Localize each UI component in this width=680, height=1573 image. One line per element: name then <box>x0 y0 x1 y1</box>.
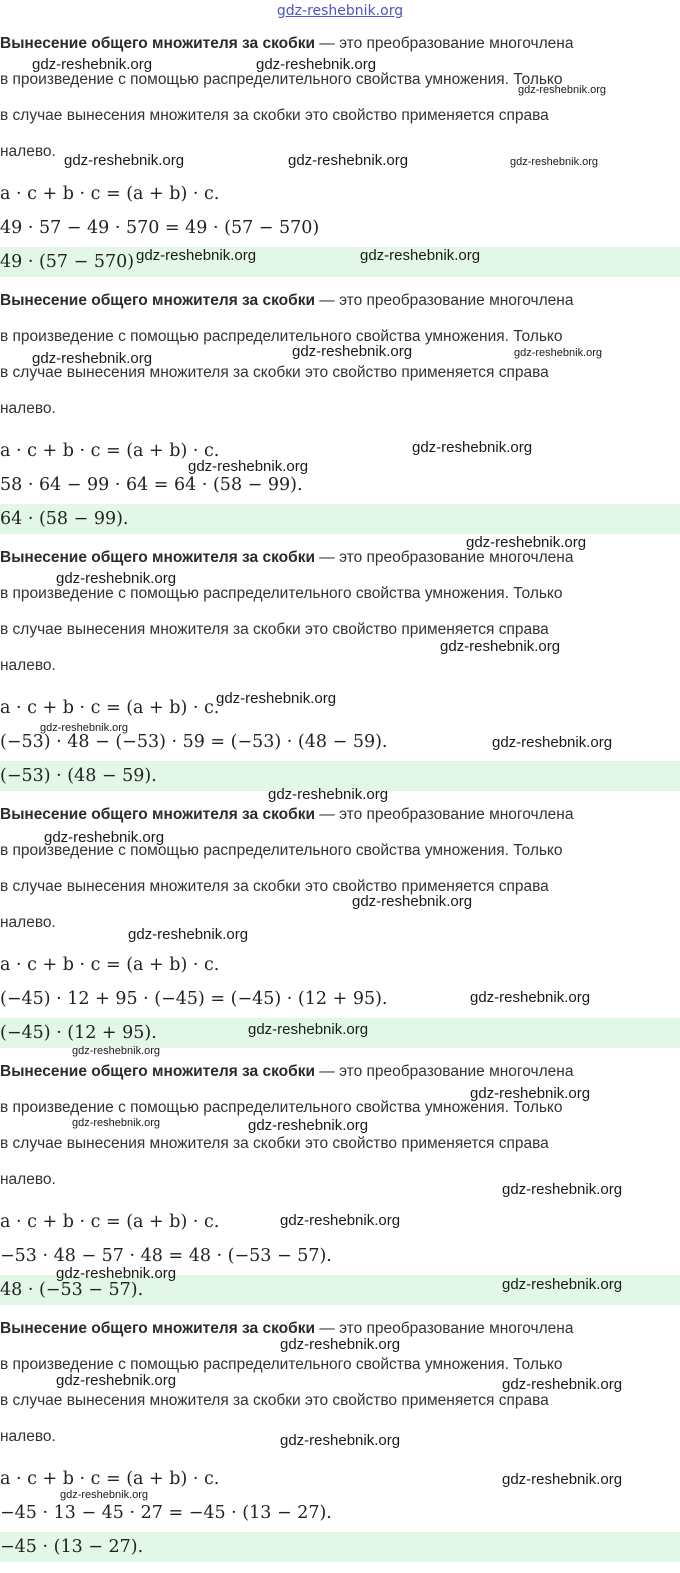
definition-text: — это преобразование многочлена <box>314 35 574 52</box>
watermark: gdz-reshebnik.org <box>280 1212 401 1229</box>
definition-term: Вынесение общего множителя за скобки <box>0 1063 315 1080</box>
definition-term: Вынесение общего множителя за скобки <box>0 35 315 52</box>
exercise-expression: (−45) · 12 + 95 · (−45) = (−45) · (12 + 95). <box>0 989 388 1009</box>
watermark: gdz-reshebnik.org <box>136 247 257 264</box>
exercise-expression: −53 · 48 − 57 · 48 = 48 · (−53 − 57). <box>0 1246 332 1266</box>
definition-line-4: налево. <box>0 1171 56 1188</box>
watermark: gdz-reshebnik.org <box>256 56 377 73</box>
watermark: gdz-reshebnik.org <box>502 1471 623 1488</box>
watermark: gdz-reshebnik.org <box>412 439 533 456</box>
watermark: gdz-reshebnik.org <box>56 1265 177 1282</box>
watermark: gdz-reshebnik.org <box>492 734 613 751</box>
watermark: gdz-reshebnik.org <box>352 893 473 910</box>
exercise-answer: −45 · (13 − 27). <box>0 1532 680 1562</box>
definition-text: — это преобразование многочлена <box>314 806 574 823</box>
definition-term: Вынесение общего множителя за скобки <box>0 806 315 823</box>
watermark: gdz-reshebnik.org <box>188 458 309 475</box>
site-header-link[interactable]: gdz-reshebnik.org <box>276 3 404 19</box>
exercise-answer: 49 · (57 − 570) <box>0 247 680 277</box>
watermark: gdz-reshebnik.org <box>440 638 561 655</box>
watermark: gdz-reshebnik.org <box>64 152 185 169</box>
watermark: gdz-reshebnik.org <box>216 690 337 707</box>
definition-line-3: в случае вынесения множителя за скобки это свойство применяется справа <box>0 878 549 895</box>
watermark: gdz-reshebnik.org <box>280 1336 401 1353</box>
watermark: gdz-reshebnik.org <box>72 1117 161 1129</box>
definition-text: — это преобразование многочлена <box>314 549 574 566</box>
watermark: gdz-reshebnik.org <box>292 343 413 360</box>
definition-text: — это преобразование многочлена <box>314 292 574 309</box>
exercise-answer: (−45) · (12 + 95). <box>0 1018 680 1048</box>
definition-line-4: налево. <box>0 400 56 417</box>
definition-line-2: в произведение с помощью распределительного свойства умножения. Только <box>0 585 563 602</box>
definition-line-1 <box>0 1062 680 1082</box>
definition-line-3: в случае вынесения множителя за скобки это свойство применяется справа <box>0 1135 549 1152</box>
definition-text: — это преобразование многочлена <box>314 1063 574 1080</box>
watermark: gdz-reshebnik.org <box>128 926 249 943</box>
watermark: gdz-reshebnik.org <box>60 1489 149 1501</box>
definition-term: Вынесение общего множителя за скобки <box>0 292 315 309</box>
general-formula: a · c + b · c = (a + b) · c. <box>0 955 220 975</box>
watermark: gdz-reshebnik.org <box>280 1432 401 1449</box>
watermark: gdz-reshebnik.org <box>510 156 599 168</box>
definition-line-2: в произведение с помощью распределительного свойства умножения. Только <box>0 1356 563 1373</box>
definition-line-4: налево. <box>0 657 56 674</box>
exercise-expression: −45 · 13 − 45 · 27 = −45 · (13 − 27). <box>0 1503 332 1523</box>
definition-line-2: в произведение с помощью распределительного свойства умножения. Только <box>0 328 563 345</box>
exercise-answer: 64 · (58 − 99). <box>0 504 680 534</box>
watermark: gdz-reshebnik.org <box>268 786 389 803</box>
definition-line-1 <box>0 34 680 54</box>
definition-line-2: в произведение с помощью распределительного свойства умножения. Только <box>0 1099 563 1116</box>
watermark: gdz-reshebnik.org <box>502 1376 623 1393</box>
definition-line-3: в случае вынесения множителя за скобки это свойство применяется справа <box>0 1392 549 1409</box>
definition-line-1 <box>0 291 680 311</box>
exercise-answer: (−53) · (48 − 59). <box>0 761 680 791</box>
exercise-expression: (−53) · 48 − (−53) · 59 = (−53) · (48 − 59). <box>0 732 388 752</box>
general-formula: a · c + b · c = (a + b) · c. <box>0 1212 220 1232</box>
exercise-expression: 58 · 64 − 99 · 64 = 64 · (58 − 99). <box>0 475 303 495</box>
definition-text: — это преобразование многочлена <box>314 1320 574 1337</box>
watermark: gdz-reshebnik.org <box>44 829 165 846</box>
watermark: gdz-reshebnik.org <box>470 989 591 1006</box>
general-formula: a · c + b · c = (a + b) · c. <box>0 184 220 204</box>
watermark: gdz-reshebnik.org <box>72 1045 161 1057</box>
definition-line-3: в случае вынесения множителя за скобки это свойство применяется справа <box>0 621 549 638</box>
definition-line-4: налево. <box>0 143 56 160</box>
definition-line-4: налево. <box>0 914 56 931</box>
watermark: gdz-reshebnik.org <box>502 1181 623 1198</box>
watermark: gdz-reshebnik.org <box>40 722 129 734</box>
watermark: gdz-reshebnik.org <box>466 534 587 551</box>
general-formula: a · c + b · c = (a + b) · c. <box>0 1469 220 1489</box>
watermark: gdz-reshebnik.org <box>248 1117 369 1134</box>
definition-line-2: в произведение с помощью распределительного свойства умножения. Только <box>0 842 563 859</box>
general-formula: a · c + b · c = (a + b) · c. <box>0 698 220 718</box>
watermark: gdz-reshebnik.org <box>502 1276 623 1293</box>
watermark: gdz-reshebnik.org <box>32 350 153 367</box>
exercise-answer: 48 · (−53 − 57). <box>0 1275 680 1305</box>
watermark: gdz-reshebnik.org <box>56 1372 177 1389</box>
watermark: gdz-reshebnik.org <box>514 347 603 359</box>
watermark: gdz-reshebnik.org <box>32 56 153 73</box>
definition-line-2: в произведение с помощью распределительного свойства умножения. Только <box>0 71 563 88</box>
watermark: gdz-reshebnik.org <box>248 1021 369 1038</box>
definition-line-3: в случае вынесения множителя за скобки это свойство применяется справа <box>0 107 549 124</box>
definition-line-4: налево. <box>0 1428 56 1445</box>
watermark: gdz-reshebnik.org <box>56 570 177 587</box>
definition-line-3: в случае вынесения множителя за скобки это свойство применяется справа <box>0 364 549 381</box>
watermark: gdz-reshebnik.org <box>288 152 409 169</box>
definition-term: Вынесение общего множителя за скобки <box>0 549 315 566</box>
watermark: gdz-reshebnik.org <box>470 1085 591 1102</box>
definition-line-1 <box>0 805 680 825</box>
general-formula: a · c + b · c = (a + b) · c. <box>0 441 220 461</box>
watermark: gdz-reshebnik.org <box>518 84 607 96</box>
definition-term: Вынесение общего множителя за скобки <box>0 1320 315 1337</box>
exercise-expression: 49 · 57 − 49 · 570 = 49 · (57 − 570) <box>0 218 320 238</box>
watermark: gdz-reshebnik.org <box>360 247 481 264</box>
